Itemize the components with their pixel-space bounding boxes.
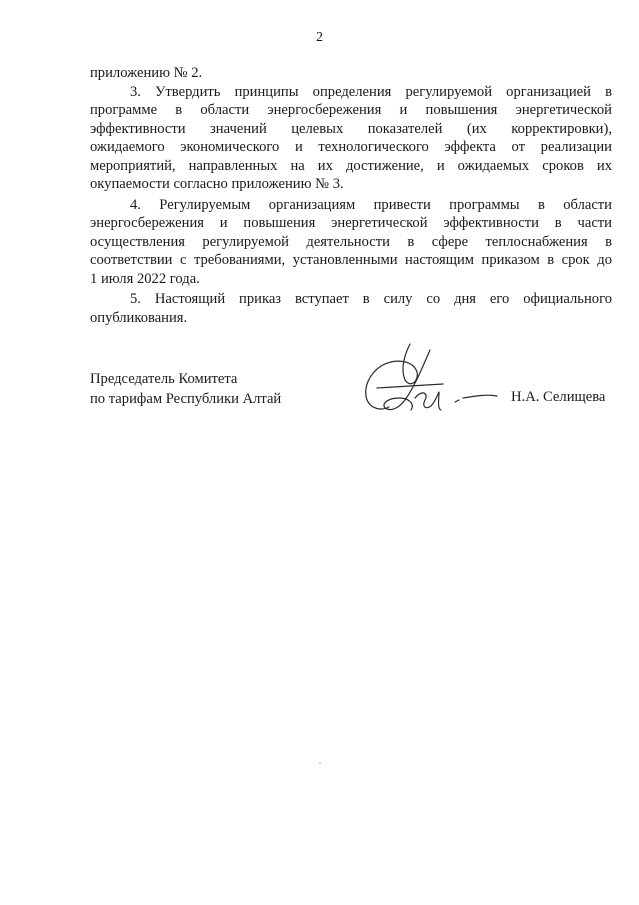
body-line: 5. Настоящий приказ вступает в силу со дня его официального <box>130 291 612 307</box>
body-line: эффективности значений целевых показателей (их корректировки), <box>90 120 612 137</box>
scan-speck <box>319 762 321 764</box>
body-line: 1 июля 2022 года. <box>90 270 200 287</box>
body-line: энергосбережения и повышения энергетической эффективности в части <box>90 215 612 231</box>
handwritten-signature <box>355 336 500 426</box>
signatory-position <box>90 369 281 409</box>
body-line: опубликования. <box>90 309 188 326</box>
position-title-line: по тарифам Республики Алтай <box>90 391 282 407</box>
body-line: соответствии с требованиями, установленными настоящим приказом в срок до <box>90 252 612 268</box>
document-body <box>90 64 612 327</box>
body-line: приложению № 2. <box>90 65 203 81</box>
body-line: ожидаемого экономического и технологического эффекта от реализации <box>90 139 612 155</box>
position-title-line: Председатель Комитета <box>90 371 238 387</box>
signer-name: Н.А. Селищева <box>511 389 606 405</box>
body-line: 3. Утвердить принципы определения регулируемой организацией в <box>130 83 612 100</box>
body-line: осуществления регулируемой деятельности в сфере теплоснабжения в <box>90 233 612 250</box>
body-line: мероприятий, направленных на их достижение, и ожидаемых сроков их <box>90 157 612 174</box>
body-line: 4. Регулируемым организациям привести программы в области <box>130 196 612 213</box>
page-number: 2 <box>316 30 323 45</box>
body-line: окупаемости согласно приложению № 3. <box>90 176 344 192</box>
body-line: программе в области энергосбережения и повышения энергетической <box>90 102 612 118</box>
